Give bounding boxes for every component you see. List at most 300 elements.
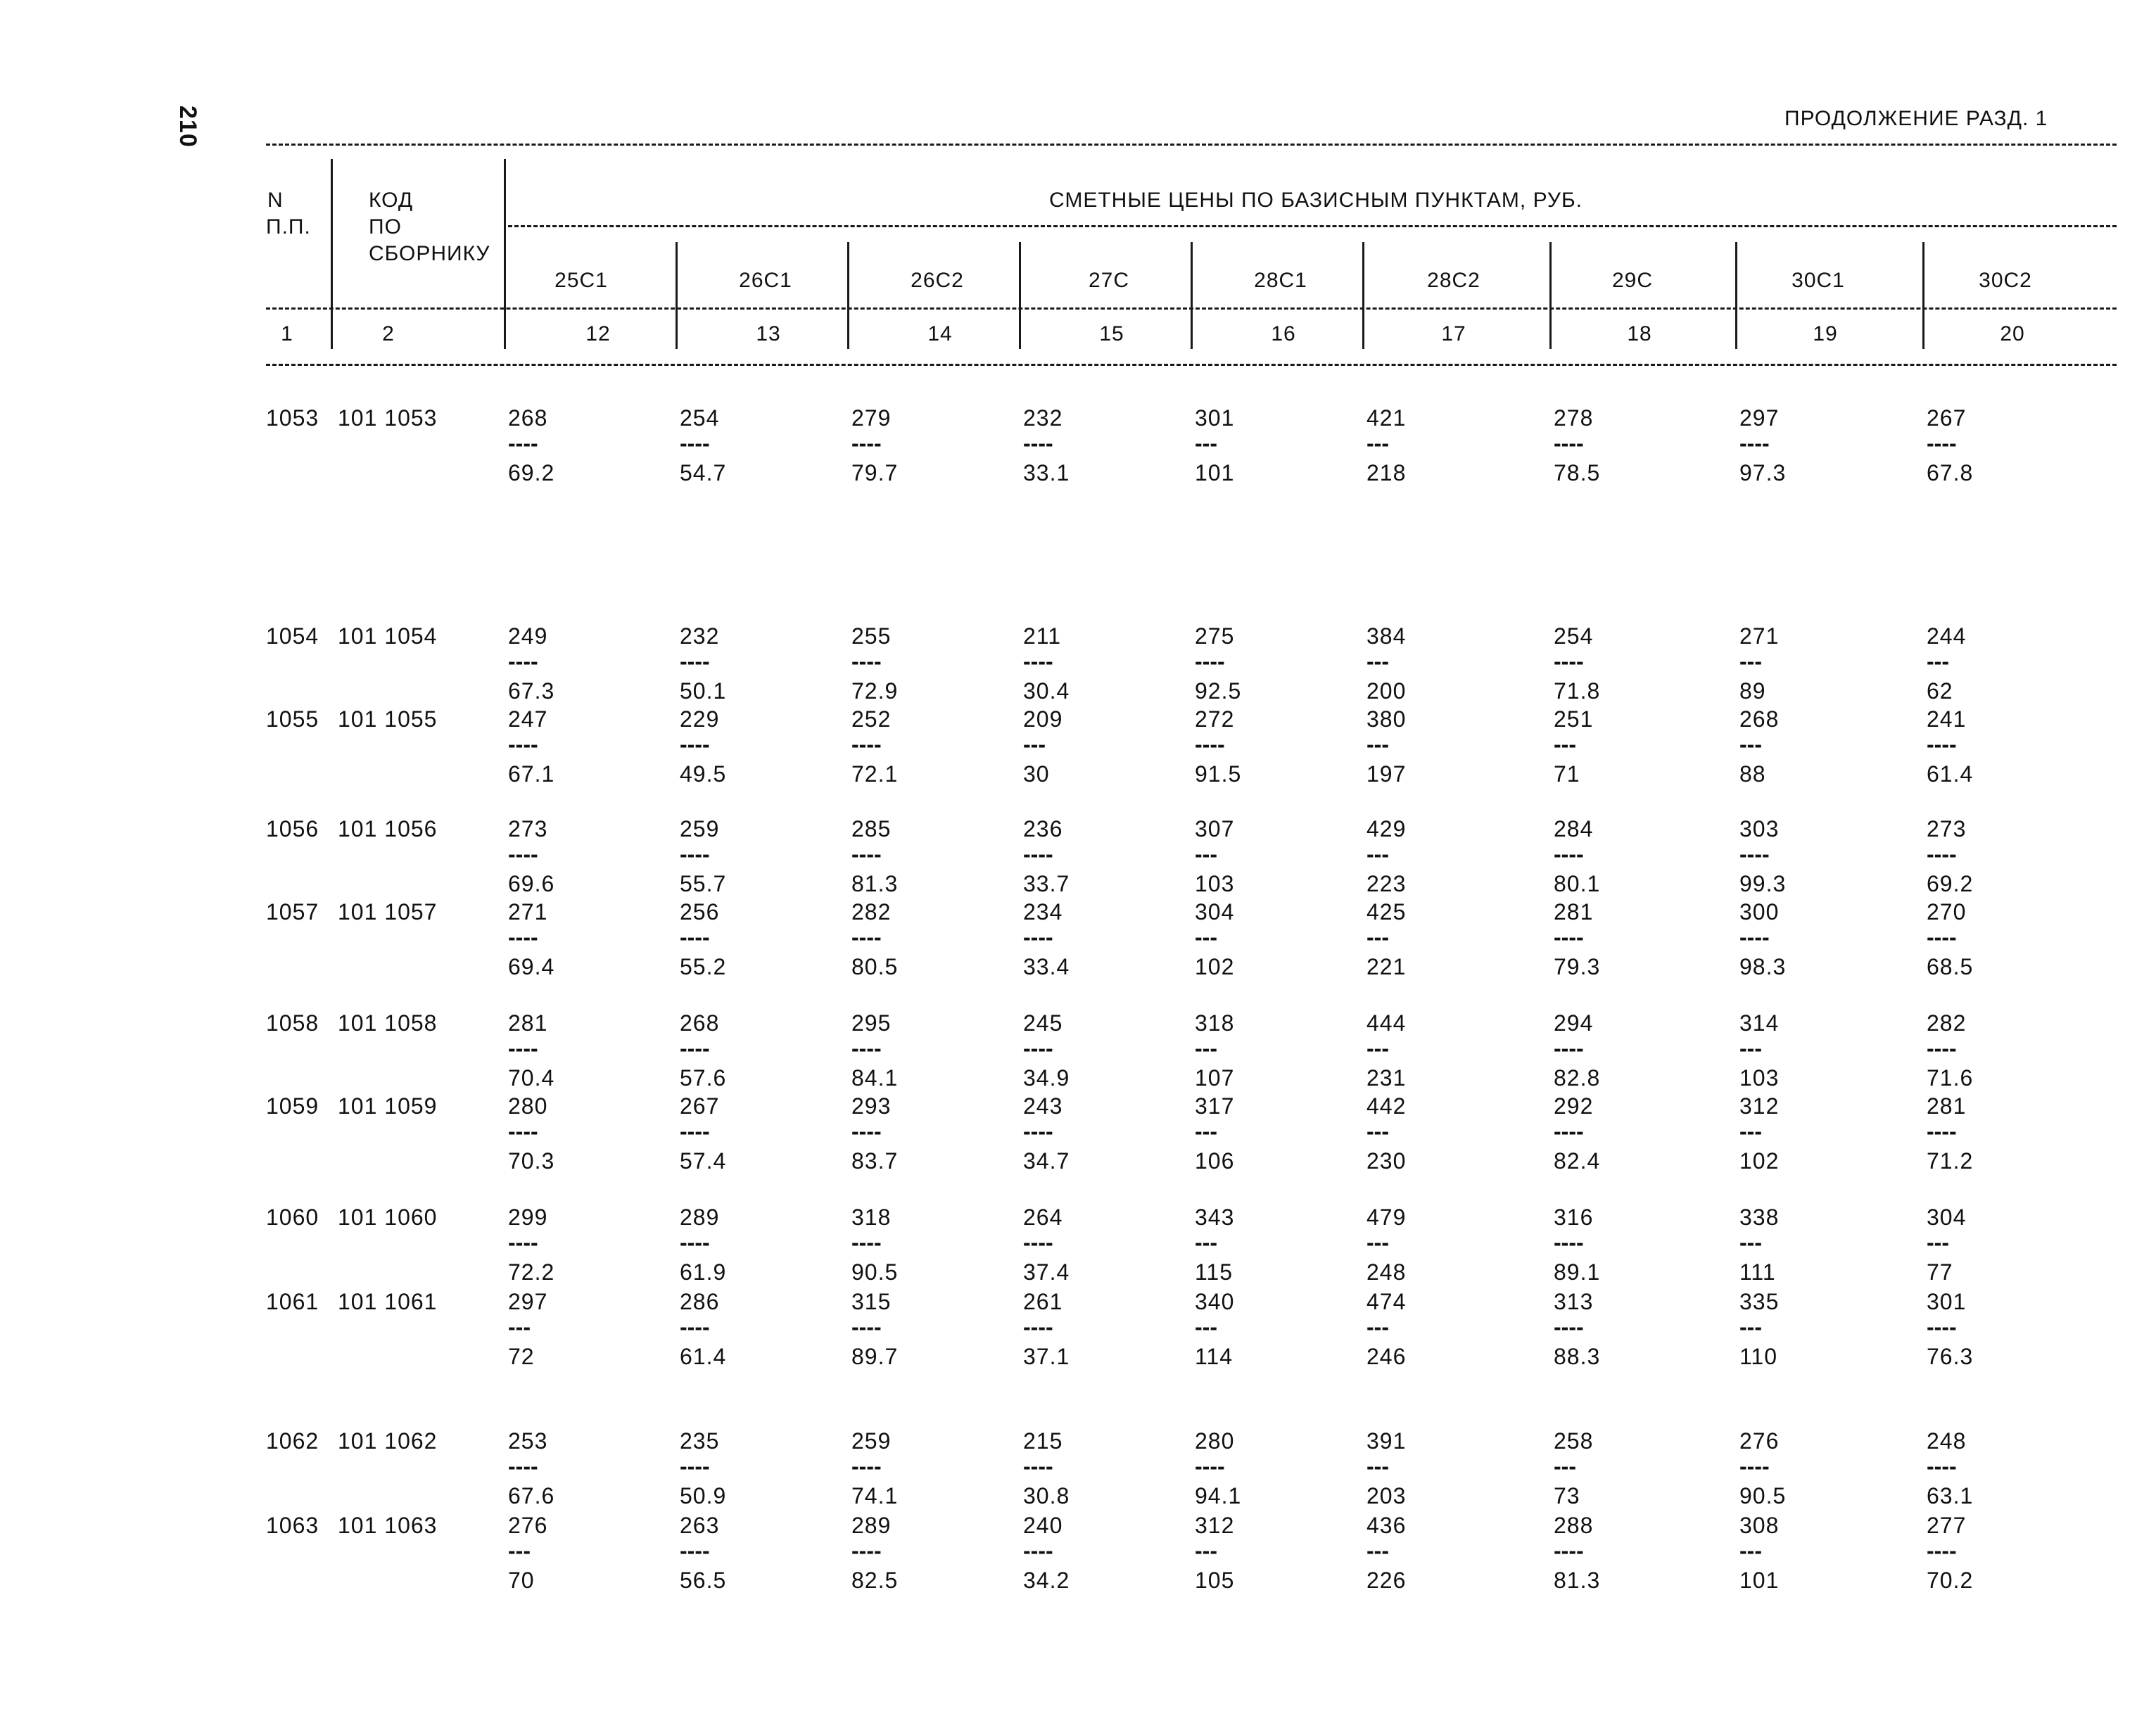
price-transport: 76.3 [1927,1344,1974,1369]
price-transport: 54.7 [680,460,727,485]
price-total: 247 [508,706,548,732]
price-total: 312 [1195,1513,1235,1538]
fraction-bar: ---- [680,649,710,674]
price-transport: 67.6 [508,1483,555,1508]
fraction-bar: ---- [851,649,882,674]
header-sub-rule [508,225,2117,227]
price-transport: 30 [1023,761,1050,787]
fraction-bar: ---- [851,841,882,867]
price-transport: 105 [1195,1568,1235,1593]
row-code: 101 1063 [338,1513,438,1538]
header-bottom-rule [266,364,2117,366]
fraction-bar: ---- [1739,1454,1770,1479]
fraction-bar: ---- [680,1036,710,1061]
fraction-bar: ---- [1554,1230,1584,1255]
price-total: 244 [1927,623,1967,649]
price-total: 285 [851,816,892,841]
price-total: 255 [851,623,892,649]
price-transport: 101 [1195,460,1235,485]
column-number: 12 [585,322,611,345]
price-transport: 90.5 [851,1259,899,1285]
price-transport: 78.5 [1554,460,1601,485]
fraction-bar: ---- [1554,1314,1584,1340]
row-code: 101 1053 [338,405,438,431]
price-transport: 69.6 [508,871,555,896]
price-total: 335 [1739,1289,1780,1314]
price-total: 273 [1927,816,1967,841]
price-total: 293 [851,1093,892,1119]
price-total: 314 [1739,1010,1780,1036]
price-transport: 67.8 [1927,460,1974,485]
price-total: 271 [508,899,548,925]
price-total: 294 [1554,1010,1594,1036]
fraction-bar: ---- [1554,1036,1584,1061]
price-transport: 99.3 [1739,871,1787,896]
price-transport: 55.7 [680,871,727,896]
fraction-bar: ---- [1023,1314,1053,1340]
price-total: 338 [1739,1205,1780,1230]
price-total: 215 [1023,1428,1063,1454]
fraction-bar: ---- [508,1036,538,1061]
fraction-bar: --- [508,1538,531,1563]
price-transport: 92.5 [1195,678,1242,704]
price-total: 272 [1195,706,1235,732]
fraction-bar: --- [1927,649,1949,674]
fraction-bar: --- [1366,1119,1389,1144]
price-total: 280 [1195,1428,1235,1454]
price-total: 270 [1927,899,1967,925]
price-transport: 77 [1927,1259,1953,1285]
price-total: 209 [1023,706,1063,732]
price-total: 245 [1023,1010,1063,1036]
price-total: 248 [1927,1428,1967,1454]
fraction-bar: ---- [1927,732,1957,757]
price-total: 249 [508,623,548,649]
basis-point-label: 26С1 [739,269,792,292]
price-transport: 72 [508,1344,535,1369]
column-number: 2 [382,322,395,345]
fraction-bar: --- [1366,1036,1389,1061]
price-total: 280 [508,1093,548,1119]
col-code-header-line3: СБОРНИКУ [369,242,490,265]
price-transport: 111 [1739,1259,1776,1285]
fraction-bar: ---- [851,1036,882,1061]
point-divider [676,242,678,349]
price-total: 241 [1927,706,1967,732]
price-transport: 49.5 [680,761,727,787]
price-transport: 89.1 [1554,1259,1601,1285]
price-total: 343 [1195,1205,1235,1230]
fraction-bar: ---- [1023,925,1053,950]
price-total: 232 [1023,405,1063,431]
price-transport: 55.2 [680,954,727,979]
row-code: 101 1055 [338,706,438,732]
price-transport: 84.1 [851,1065,899,1091]
price-total: 264 [1023,1205,1063,1230]
fraction-bar: ---- [680,1230,710,1255]
price-transport: 56.5 [680,1568,727,1593]
price-transport: 231 [1366,1065,1407,1091]
price-total: 282 [1927,1010,1967,1036]
fraction-bar: ---- [1554,841,1584,867]
price-total: 256 [680,899,720,925]
column-number: 19 [1813,322,1838,345]
fraction-bar: ---- [1023,1538,1053,1563]
price-transport: 50.1 [680,678,727,704]
price-transport: 30.8 [1023,1483,1070,1508]
fraction-bar: --- [1554,1454,1576,1479]
price-total: 284 [1554,816,1594,841]
price-transport: 90.5 [1739,1483,1787,1508]
price-transport: 73 [1554,1483,1580,1508]
fraction-bar: --- [1195,1036,1217,1061]
price-transport: 72.9 [851,678,899,704]
price-transport: 61.4 [1927,761,1974,787]
fraction-bar: --- [1739,1036,1762,1061]
price-total: 259 [680,816,720,841]
price-transport: 67.1 [508,761,555,787]
row-number: 1053 [266,405,319,431]
price-total: 259 [851,1428,892,1454]
fraction-bar: ---- [1927,1036,1957,1061]
price-transport: 114 [1195,1344,1234,1369]
fraction-bar: ---- [508,431,538,456]
fraction-bar: --- [1195,1119,1217,1144]
fraction-bar: ---- [1023,1036,1053,1061]
price-total: 425 [1366,899,1407,925]
price-transport: 80.5 [851,954,899,979]
basis-point-label: 29С [1611,269,1654,292]
fraction-bar: ---- [851,925,882,950]
price-transport: 72.1 [851,761,899,787]
price-transport: 115 [1195,1259,1234,1285]
price-total: 315 [851,1289,892,1314]
column-number: 1 [281,322,293,345]
price-total: 281 [1927,1093,1967,1119]
fraction-bar: --- [1195,431,1217,456]
price-transport: 70.3 [508,1148,555,1174]
fraction-bar: ---- [508,649,538,674]
price-transport: 97.3 [1739,460,1787,485]
price-transport: 82.4 [1554,1148,1601,1174]
fraction-bar: ---- [680,1538,710,1563]
price-transport: 89 [1739,678,1766,704]
price-transport: 203 [1366,1483,1407,1508]
price-transport: 34.7 [1023,1148,1070,1174]
fraction-bar: ---- [1927,925,1957,950]
col-code-header-line1: КОД [369,189,414,212]
price-transport: 37.4 [1023,1259,1070,1285]
price-transport: 61.9 [680,1259,727,1285]
price-transport: 81.3 [851,871,899,896]
basis-point-label: 26С2 [911,269,964,292]
price-total: 479 [1366,1205,1407,1230]
price-transport: 67.3 [508,678,555,704]
row-code: 101 1058 [338,1010,438,1036]
fraction-bar: ---- [1739,925,1770,950]
fraction-bar: --- [508,1314,531,1340]
fraction-bar: --- [1366,1230,1389,1255]
price-total: 271 [1739,623,1780,649]
fraction-bar: --- [1366,841,1389,867]
price-total: 444 [1366,1010,1407,1036]
fraction-bar: --- [1195,925,1217,950]
price-total: 295 [851,1010,892,1036]
fraction-bar: --- [1554,732,1576,757]
column-number: 18 [1627,322,1652,345]
price-total: 474 [1366,1289,1407,1314]
price-total: 384 [1366,623,1407,649]
column-number: 15 [1099,322,1124,345]
col-num-header-line2: П.П. [266,215,311,239]
price-total: 308 [1739,1513,1780,1538]
price-total: 313 [1554,1289,1594,1314]
price-transport: 71.6 [1927,1065,1974,1091]
price-total: 301 [1195,405,1235,431]
price-total: 243 [1023,1093,1063,1119]
price-total: 286 [680,1289,720,1314]
price-transport: 33.7 [1023,871,1070,896]
fraction-bar: --- [1739,1314,1762,1340]
basis-point-label: 28С2 [1427,269,1480,292]
price-transport: 246 [1366,1344,1407,1369]
price-total: 278 [1554,405,1594,431]
fraction-bar: ---- [508,1119,538,1144]
continuation-label: ПРОДОЛЖЕНИЕ РАЗД. 1 [1784,107,2048,130]
price-transport: 200 [1366,678,1407,704]
price-transport: 197 [1366,761,1407,787]
price-transport: 221 [1366,954,1407,979]
point-divider [1735,242,1737,349]
fraction-bar: ---- [851,1119,882,1144]
fraction-bar: ---- [1023,1119,1053,1144]
fraction-bar: ---- [851,1538,882,1563]
fraction-bar: ---- [1927,1538,1957,1563]
row-code: 101 1061 [338,1289,438,1314]
header-divider-num [331,159,333,349]
price-total: 232 [680,623,720,649]
row-code: 101 1054 [338,623,438,649]
fraction-bar: --- [1366,649,1389,674]
fraction-bar: --- [1739,1230,1762,1255]
fraction-bar: ---- [680,841,710,867]
page-number: 210 [175,106,201,148]
price-total: 340 [1195,1289,1235,1314]
price-transport: 70.2 [1927,1568,1974,1593]
price-transport: 72.2 [508,1259,555,1285]
row-number: 1055 [266,706,319,732]
fraction-bar: ---- [508,732,538,757]
row-number: 1059 [266,1093,319,1119]
price-transport: 50.9 [680,1483,727,1508]
price-transport: 30.4 [1023,678,1070,704]
price-transport: 103 [1195,871,1235,896]
row-number: 1063 [266,1513,319,1538]
point-divider [1549,242,1552,349]
price-total: 263 [680,1513,720,1538]
price-transport: 218 [1366,460,1407,485]
price-total: 380 [1366,706,1407,732]
price-transport: 226 [1366,1568,1407,1593]
price-total: 277 [1927,1513,1967,1538]
price-total: 268 [680,1010,720,1036]
point-divider [1922,242,1924,349]
price-total: 211 [1023,623,1062,649]
price-total: 289 [851,1513,892,1538]
prices-title: СМЕТНЫЕ ЦЕНЫ ПО БАЗИСНЫМ ПУНКТАМ, РУБ. [1049,189,1583,212]
fraction-bar: ---- [1023,649,1053,674]
price-transport: 81.3 [1554,1568,1601,1593]
fraction-bar: ---- [1927,841,1957,867]
price-transport: 102 [1739,1148,1780,1174]
fraction-bar: ---- [851,1230,882,1255]
price-total: 289 [680,1205,720,1230]
fraction-bar: --- [1366,925,1389,950]
price-total: 301 [1927,1289,1967,1314]
price-total: 273 [508,816,548,841]
price-total: 318 [1195,1010,1235,1036]
fraction-bar: --- [1195,841,1217,867]
price-transport: 103 [1739,1065,1780,1091]
price-transport: 83.7 [851,1148,899,1174]
fraction-bar: ---- [851,1454,882,1479]
fraction-bar: --- [1739,1538,1762,1563]
fraction-bar: ---- [680,1314,710,1340]
price-total: 307 [1195,816,1235,841]
fraction-bar: ---- [1554,1538,1584,1563]
price-total: 268 [508,405,548,431]
price-total: 282 [851,899,892,925]
price-total: 253 [508,1428,548,1454]
column-number: 16 [1271,322,1296,345]
price-total: 267 [680,1093,720,1119]
price-transport: 71 [1554,761,1580,787]
fraction-bar: ---- [680,431,710,456]
fraction-bar: ---- [1023,1230,1053,1255]
fraction-bar: ---- [1739,841,1770,867]
price-total: 299 [508,1205,548,1230]
point-divider [1191,242,1193,349]
price-transport: 74.1 [851,1483,899,1508]
price-total: 236 [1023,816,1063,841]
fraction-bar: ---- [1554,925,1584,950]
column-number: 20 [2000,322,2025,345]
fraction-bar: ---- [680,1454,710,1479]
fraction-bar: ---- [1554,431,1584,456]
row-code: 101 1062 [338,1428,438,1454]
price-transport: 33.1 [1023,460,1070,485]
column-number: 13 [756,322,781,345]
price-total: 318 [851,1205,892,1230]
basis-point-label: 30С1 [1792,269,1845,292]
price-transport: 69.2 [1927,871,1974,896]
row-number: 1058 [266,1010,319,1036]
point-divider [1019,242,1021,349]
fraction-bar: ---- [680,925,710,950]
price-transport: 70.4 [508,1065,555,1091]
price-transport: 91.5 [1195,761,1242,787]
price-total: 275 [1195,623,1235,649]
price-total: 276 [508,1513,548,1538]
price-transport: 34.2 [1023,1568,1070,1593]
price-transport: 82.5 [851,1568,899,1593]
price-total: 391 [1366,1428,1407,1454]
fraction-bar: ---- [680,732,710,757]
price-transport: 101 [1739,1568,1780,1593]
price-total: 312 [1739,1093,1780,1119]
price-total: 281 [1554,899,1594,925]
fraction-bar: ---- [1927,1119,1957,1144]
price-transport: 70 [508,1568,535,1593]
row-number: 1056 [266,816,319,841]
price-transport: 37.1 [1023,1344,1070,1369]
price-transport: 61.4 [680,1344,727,1369]
fraction-bar: ---- [1927,1454,1957,1479]
price-total: 292 [1554,1093,1594,1119]
price-total: 304 [1927,1205,1967,1230]
price-total: 288 [1554,1513,1594,1538]
column-number: 14 [927,322,953,345]
price-total: 300 [1739,899,1780,925]
price-total: 252 [851,706,892,732]
price-transport: 82.8 [1554,1065,1601,1091]
row-number: 1060 [266,1205,319,1230]
fraction-bar: ---- [1195,732,1225,757]
fraction-bar: ---- [1195,1454,1225,1479]
price-total: 234 [1023,899,1063,925]
price-total: 297 [508,1289,548,1314]
fraction-bar: ---- [508,1454,538,1479]
price-total: 429 [1366,816,1407,841]
price-transport: 94.1 [1195,1483,1242,1508]
price-total: 297 [1739,405,1780,431]
price-transport: 80.1 [1554,871,1601,896]
price-transport: 57.4 [680,1148,727,1174]
price-total: 254 [680,405,720,431]
row-number: 1057 [266,899,319,925]
fraction-bar: --- [1195,1538,1217,1563]
fraction-bar: --- [1366,1314,1389,1340]
basis-point-label: 30С2 [1979,269,2032,292]
fraction-bar: --- [1023,732,1046,757]
price-total: 436 [1366,1513,1407,1538]
row-code: 101 1057 [338,899,438,925]
price-transport: 79.3 [1554,954,1601,979]
price-transport: 69.4 [508,954,555,979]
fraction-bar: --- [1366,1454,1389,1479]
basis-point-label: 28С1 [1254,269,1307,292]
row-code: 101 1059 [338,1093,438,1119]
fraction-bar: ---- [851,431,882,456]
fraction-bar: --- [1927,1230,1949,1255]
fraction-bar: ---- [1195,649,1225,674]
price-transport: 110 [1739,1344,1778,1369]
price-total: 317 [1195,1093,1235,1119]
price-transport: 106 [1195,1148,1235,1174]
col-num-header-line1: N [267,189,284,212]
fraction-bar: --- [1739,732,1762,757]
price-total: 258 [1554,1428,1594,1454]
column-number: 17 [1441,322,1466,345]
price-total: 261 [1023,1289,1063,1314]
row-number: 1062 [266,1428,319,1454]
price-total: 229 [680,706,720,732]
price-total: 251 [1554,706,1594,732]
fraction-bar: ---- [1023,841,1053,867]
basis-point-label: 27С [1088,269,1130,292]
price-transport: 107 [1195,1065,1235,1091]
point-divider [1362,242,1364,349]
